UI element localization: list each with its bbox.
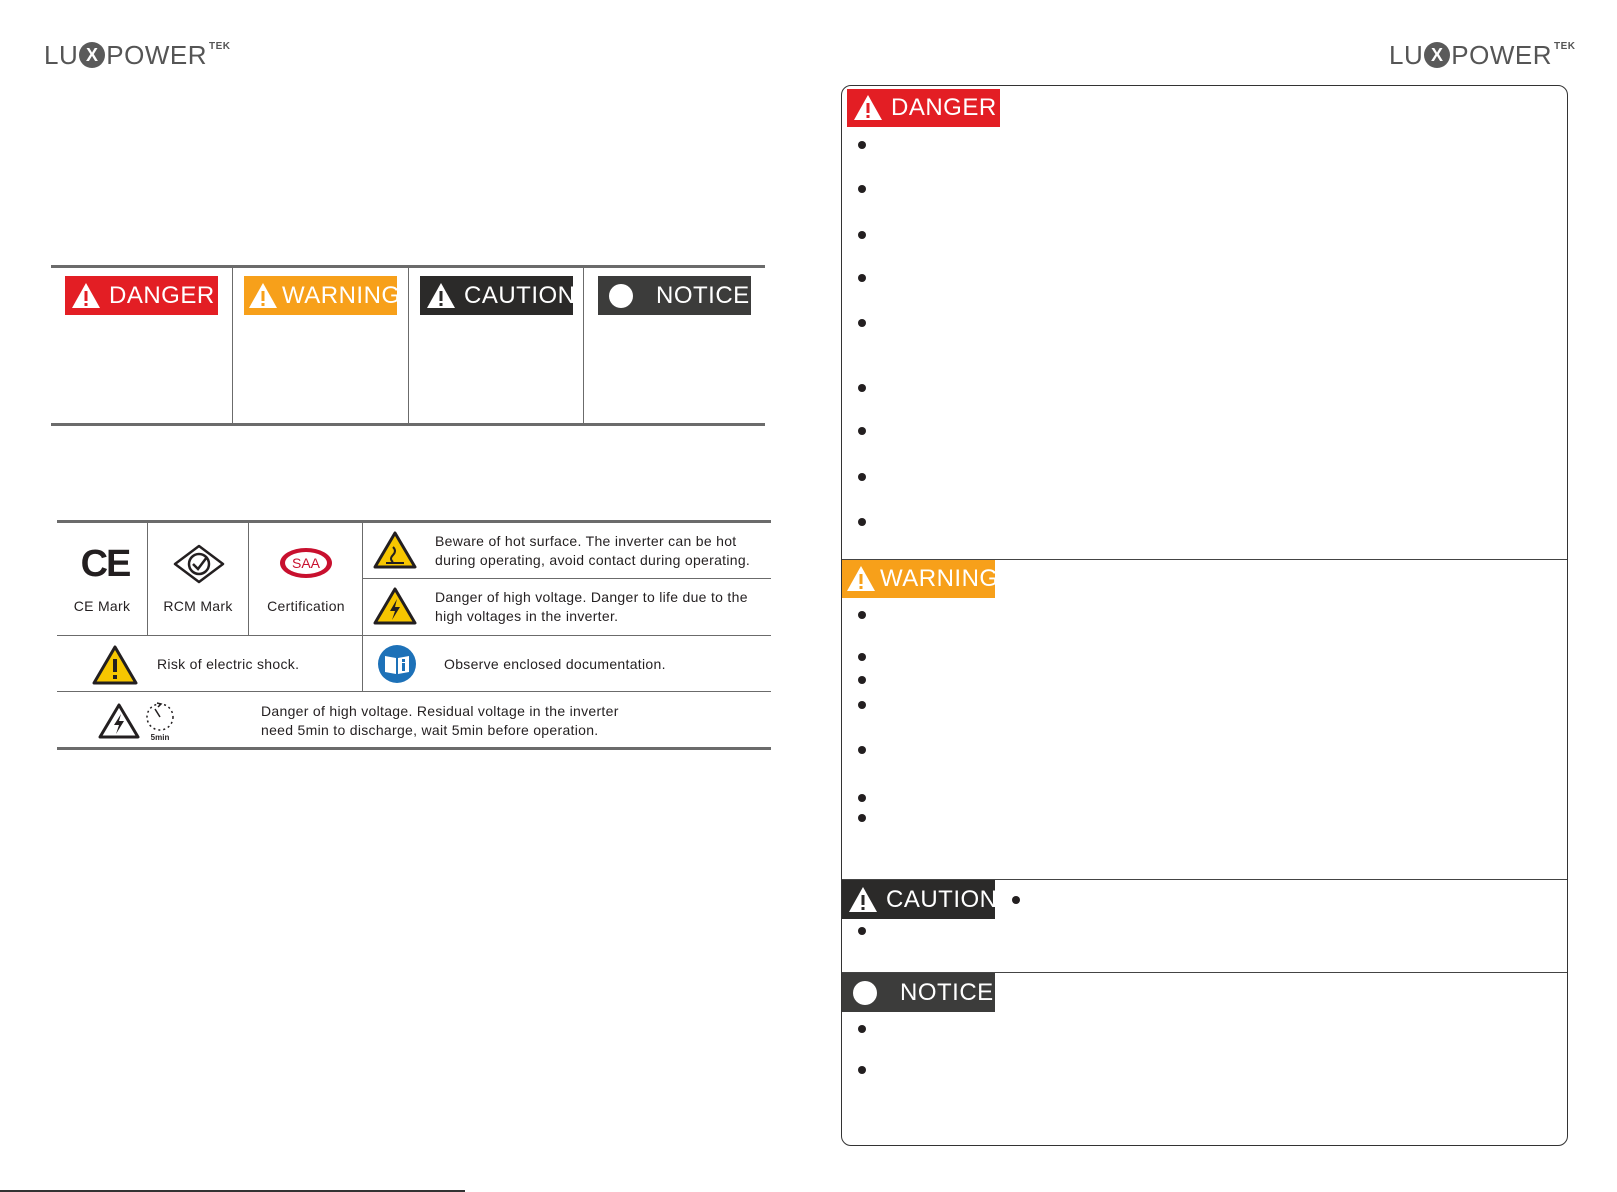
bullet bbox=[858, 274, 866, 282]
caution-label-text: CAUTION bbox=[464, 281, 576, 309]
symbols-table-divider bbox=[248, 523, 249, 635]
warning-section-label bbox=[842, 560, 999, 598]
brand-logo-left bbox=[44, 38, 230, 72]
symbols-table-divider bbox=[362, 523, 363, 691]
saa-logo-text: SAA bbox=[291, 555, 321, 571]
logo-superscript: TEK bbox=[208, 40, 231, 52]
bullet bbox=[858, 794, 866, 802]
timer-icon bbox=[143, 700, 177, 742]
caution-section-label-text: CAUTION bbox=[886, 885, 998, 913]
warning-section-label-text: WARNING bbox=[880, 565, 999, 592]
electric-shock-warning-icon bbox=[92, 645, 138, 685]
notice-section-label-text: NOTICE bbox=[900, 978, 994, 1006]
timer-label: 5min bbox=[150, 733, 170, 742]
ce-mark-caption: CE Mark bbox=[73, 598, 131, 614]
bullet bbox=[858, 427, 866, 435]
bullet bbox=[858, 611, 866, 619]
notice-label-text: NOTICE bbox=[656, 281, 750, 309]
bullet bbox=[858, 1066, 866, 1074]
notice-dot-icon bbox=[850, 978, 880, 1008]
danger-label-text: DANGER bbox=[109, 281, 215, 309]
rcm-mark-icon bbox=[172, 543, 226, 585]
warning-label bbox=[244, 276, 401, 315]
warning-triangle-icon bbox=[848, 885, 878, 915]
signal-table-divider bbox=[583, 268, 584, 423]
bullet bbox=[858, 1025, 866, 1033]
high-voltage-icon bbox=[373, 587, 417, 625]
symbols-table-row-rule bbox=[362, 578, 771, 579]
symbols-table-top-rule bbox=[57, 520, 771, 523]
notice-label bbox=[598, 276, 751, 315]
warning-triangle-icon bbox=[853, 93, 883, 123]
logo-text: LU bbox=[1389, 39, 1424, 70]
bullet bbox=[858, 746, 866, 754]
bullet bbox=[858, 141, 866, 149]
signal-table-bottom-rule bbox=[51, 423, 765, 426]
logo-x-mark: X bbox=[79, 42, 105, 68]
high-voltage-line: high voltages in the inverter. bbox=[435, 608, 619, 624]
warning-triangle-icon bbox=[846, 564, 876, 594]
brand-logo-right bbox=[1389, 38, 1575, 72]
signal-table-divider bbox=[408, 268, 409, 423]
bullet bbox=[858, 676, 866, 684]
warning-triangle-icon bbox=[71, 281, 101, 311]
residual-voltage-line: need 5min to discharge, wait 5min before operation. bbox=[261, 722, 599, 738]
signal-table-divider bbox=[232, 268, 233, 423]
danger-section-label-text: DANGER bbox=[891, 94, 997, 121]
symbols-table-row-rule bbox=[57, 635, 771, 636]
logo-superscript: TEK bbox=[1553, 40, 1576, 52]
bullet bbox=[858, 384, 866, 392]
logo-text: POWER bbox=[106, 39, 207, 70]
bullet bbox=[858, 473, 866, 481]
symbols-table-bottom-rule bbox=[57, 747, 771, 750]
residual-voltage-line: Danger of high voltage. Residual voltage in the inverter bbox=[261, 703, 619, 719]
warning-label-text: WARNING bbox=[282, 281, 401, 309]
electric-shock-text: Risk of electric shock. bbox=[157, 656, 300, 672]
bullet bbox=[858, 518, 866, 526]
bullet bbox=[858, 319, 866, 327]
bullet bbox=[858, 927, 866, 935]
hot-surface-icon bbox=[373, 531, 417, 569]
documentation-text: Observe enclosed documentation. bbox=[444, 656, 666, 672]
ce-mark-icon: CE bbox=[80, 543, 130, 585]
logo-text: LU bbox=[44, 39, 79, 70]
bullet bbox=[858, 231, 866, 239]
manual-book-icon bbox=[377, 644, 417, 684]
bullet bbox=[858, 185, 866, 193]
symbols-table-divider bbox=[147, 523, 148, 635]
bullet bbox=[1012, 896, 1020, 904]
high-voltage-line: Danger of high voltage. Danger to life due to the bbox=[435, 589, 748, 605]
caution-label bbox=[420, 276, 576, 315]
hot-surface-text bbox=[435, 532, 750, 570]
notice-dot-icon bbox=[606, 281, 636, 311]
symbols-table-row-rule bbox=[57, 691, 771, 692]
rcm-mark-caption: RCM Mark bbox=[163, 598, 233, 614]
danger-label bbox=[65, 276, 218, 315]
warning-triangle-icon bbox=[248, 281, 278, 311]
high-voltage-text bbox=[435, 588, 748, 626]
saa-certification-icon bbox=[278, 545, 334, 581]
bullet bbox=[858, 814, 866, 822]
hot-surface-line: during operating, avoid contact during operating. bbox=[435, 552, 751, 568]
logo-text: POWER bbox=[1451, 39, 1552, 70]
caution-section-label bbox=[842, 880, 998, 919]
certification-caption: Certification bbox=[267, 598, 345, 614]
bullet bbox=[858, 701, 866, 709]
residual-voltage-text bbox=[261, 702, 619, 740]
danger-section-label bbox=[847, 89, 1000, 127]
warning-triangle-icon bbox=[426, 281, 456, 311]
bullet bbox=[858, 653, 866, 661]
residual-voltage-icon bbox=[98, 703, 140, 739]
notice-section-label bbox=[842, 973, 995, 1012]
hot-surface-line: Beware of hot surface. The inverter can be hot bbox=[435, 533, 737, 549]
logo-x-mark: X bbox=[1424, 42, 1450, 68]
